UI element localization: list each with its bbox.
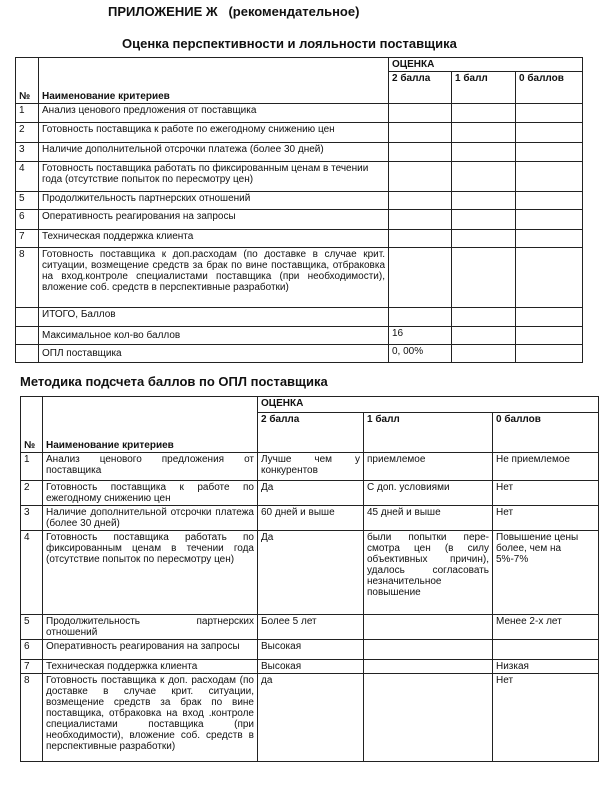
criteria-text: Готовность поставщика работать по фиксированным ценам в течении года (отсутствие попыток по пересмотру цен) bbox=[39, 162, 389, 192]
criteria-text: Готовность поставщика работать по фиксированным ценам в течении года (отсутствие попыток по пересмотру цен) bbox=[43, 531, 258, 615]
table-row bbox=[16, 192, 583, 210]
row-number: 5 bbox=[16, 192, 39, 210]
score-2-cell bbox=[389, 104, 452, 123]
score-2-cell bbox=[389, 162, 452, 192]
score-0-cell: Не приемлемое bbox=[493, 453, 599, 481]
t2-score-0-header: 0 баллов bbox=[493, 413, 599, 453]
score-1-cell: приемлемое bbox=[364, 453, 493, 481]
table-row bbox=[21, 640, 599, 660]
score-0-cell: Низкая bbox=[493, 660, 599, 674]
score-0-cell bbox=[516, 104, 583, 123]
table-row bbox=[21, 531, 599, 615]
appendix-label: ПРИЛОЖЕНИЕ Ж bbox=[108, 4, 218, 19]
table-row bbox=[16, 210, 583, 230]
criteria-text: Продолжительность партнерских отношений bbox=[43, 615, 258, 640]
appendix-title bbox=[108, 4, 359, 19]
criteria-text: Оперативность реагирования на запросы bbox=[39, 210, 389, 230]
score-0-header: 0 баллов bbox=[516, 72, 583, 104]
criteria-text: Техническая поддержка клиента bbox=[43, 660, 258, 674]
score-header: ОЦЕНКА bbox=[389, 58, 583, 72]
score-0-cell: Менее 2-х лет bbox=[493, 615, 599, 640]
criteria-text: Техническая поддержка клиента bbox=[39, 230, 389, 248]
score-1-cell bbox=[452, 230, 516, 248]
row-number: 4 bbox=[16, 162, 39, 192]
row-number: 2 bbox=[21, 481, 43, 506]
table-row bbox=[16, 143, 583, 162]
score-0-cell: Нет bbox=[493, 481, 599, 506]
table-row bbox=[21, 506, 599, 531]
criteria-text: Продолжительность партнерских отношений bbox=[39, 192, 389, 210]
score-1-cell bbox=[452, 248, 516, 308]
criteria-text: Готовность поставщика к доп.расходам (по доставке в случае крит. ситуации, возмещение средств за брак по вине поставщика, отбраковка на вход.контроле специалистами поставщика (при необходимости), вложение соб. средств в перспективные разработки) bbox=[39, 248, 389, 308]
row-number: 3 bbox=[21, 506, 43, 531]
t2-score-header: ОЦЕНКА bbox=[258, 397, 599, 413]
score-0-cell bbox=[516, 143, 583, 162]
score-2-header: 2 балла bbox=[389, 72, 452, 104]
row-number: 8 bbox=[21, 674, 43, 762]
col-num-header: № bbox=[16, 58, 39, 104]
max-label: Максимальное кол-во баллов bbox=[39, 327, 389, 345]
table1-title: Оценка перспективности и лояльности поставщика bbox=[122, 36, 457, 51]
score-2-cell: 60 дней и выше bbox=[258, 506, 364, 531]
table-row bbox=[21, 453, 599, 481]
row-number: 7 bbox=[21, 660, 43, 674]
criteria-text: Наличие дополнительной отсрочки платежа (более 30 дней) bbox=[39, 143, 389, 162]
row-number: 8 bbox=[16, 248, 39, 308]
score-2-cell: Высокая bbox=[258, 660, 364, 674]
score-1-cell bbox=[452, 192, 516, 210]
total-label: ИТОГО, Баллов bbox=[39, 308, 389, 327]
score-0-cell bbox=[516, 192, 583, 210]
row-number: 3 bbox=[16, 143, 39, 162]
table-row bbox=[21, 674, 599, 762]
max-value: 16 bbox=[389, 327, 452, 345]
t2-col-num-header: № bbox=[21, 397, 43, 453]
score-1-cell bbox=[452, 162, 516, 192]
criteria-text: Готовность поставщика к доп. расходам (по доставке в случае крит. ситуации, возмещение средств за брак по вине поставщика, отбраковка на вход .контроле специалистами поставщика (при необходимости), вложение соб. средств в перспективные разработки) bbox=[43, 674, 258, 762]
score-2-cell bbox=[389, 143, 452, 162]
row-number: 2 bbox=[16, 123, 39, 143]
score-0-cell: Нет bbox=[493, 674, 599, 762]
table2-title: Методика подсчета баллов по ОПЛ поставщика bbox=[20, 374, 328, 389]
score-1-cell bbox=[364, 674, 493, 762]
score-2-cell: Лучше чем у конкурентов bbox=[258, 453, 364, 481]
score-2-cell: Да bbox=[258, 481, 364, 506]
score-0-cell bbox=[516, 123, 583, 143]
score-1-cell bbox=[364, 640, 493, 660]
total-value bbox=[389, 308, 452, 327]
score-0-cell bbox=[516, 210, 583, 230]
criteria-text: Наличие дополнительной отсрочки платежа (более 30 дней) bbox=[43, 506, 258, 531]
col-criteria-header: Наименование критериев bbox=[39, 58, 389, 104]
score-1-cell bbox=[452, 104, 516, 123]
criteria-text: Готовность поставщика к работе по ежегодному снижению цен bbox=[43, 481, 258, 506]
score-2-cell: Да bbox=[258, 531, 364, 615]
score-2-cell: да bbox=[258, 674, 364, 762]
score-1-cell bbox=[364, 615, 493, 640]
row-number: 1 bbox=[21, 453, 43, 481]
score-1-cell: были попытки пере-смотра цен (в силу объективных причин), удалось согласовать незначительное повышение bbox=[364, 531, 493, 615]
score-0-cell bbox=[516, 248, 583, 308]
score-0-cell bbox=[516, 162, 583, 192]
row-number: 5 bbox=[21, 615, 43, 640]
scoring-method-table bbox=[20, 396, 599, 762]
score-2-cell: Более 5 лет bbox=[258, 615, 364, 640]
score-1-cell: С доп. условиями bbox=[364, 481, 493, 506]
score-2-cell bbox=[389, 192, 452, 210]
opl-value: 0, 00% bbox=[389, 345, 452, 363]
supplier-evaluation-table bbox=[15, 57, 583, 363]
criteria-text: Оперативность реагирования на запросы bbox=[43, 640, 258, 660]
score-0-cell bbox=[516, 230, 583, 248]
row-number: 7 bbox=[16, 230, 39, 248]
appendix-note: (рекомендательное) bbox=[228, 4, 360, 19]
score-0-cell: Нет bbox=[493, 506, 599, 531]
row-number: 4 bbox=[21, 531, 43, 615]
score-2-cell bbox=[389, 230, 452, 248]
score-1-header: 1 балл bbox=[452, 72, 516, 104]
criteria-text: Готовность поставщика к работе по ежегодному снижению цен bbox=[39, 123, 389, 143]
t2-score-2-header: 2 балла bbox=[258, 413, 364, 453]
table-row bbox=[21, 615, 599, 640]
score-2-cell bbox=[389, 123, 452, 143]
table-row bbox=[16, 230, 583, 248]
score-1-cell: 45 дней и выше bbox=[364, 506, 493, 531]
score-1-cell bbox=[364, 660, 493, 674]
score-0-cell: Повышение цены более, чем на 5%-7% bbox=[493, 531, 599, 615]
score-1-cell bbox=[452, 143, 516, 162]
table-row bbox=[21, 660, 599, 674]
row-number: 1 bbox=[16, 104, 39, 123]
table-row bbox=[16, 104, 583, 123]
t2-col-criteria-header: Наименование критериев bbox=[43, 397, 258, 453]
table-row bbox=[16, 162, 583, 192]
score-2-cell: Высокая bbox=[258, 640, 364, 660]
row-number: 6 bbox=[16, 210, 39, 230]
criteria-text: Анализ ценового предложения от поставщика bbox=[43, 453, 258, 481]
table-row bbox=[16, 123, 583, 143]
score-2-cell bbox=[389, 248, 452, 308]
t2-score-1-header: 1 балл bbox=[364, 413, 493, 453]
score-1-cell bbox=[452, 123, 516, 143]
table-row bbox=[21, 481, 599, 506]
score-0-cell bbox=[493, 640, 599, 660]
criteria-text: Анализ ценового предложения от поставщика bbox=[39, 104, 389, 123]
row-number: 6 bbox=[21, 640, 43, 660]
score-1-cell bbox=[452, 210, 516, 230]
score-2-cell bbox=[389, 210, 452, 230]
opl-label: ОПЛ поставщика bbox=[39, 345, 389, 363]
table-row bbox=[16, 248, 583, 308]
